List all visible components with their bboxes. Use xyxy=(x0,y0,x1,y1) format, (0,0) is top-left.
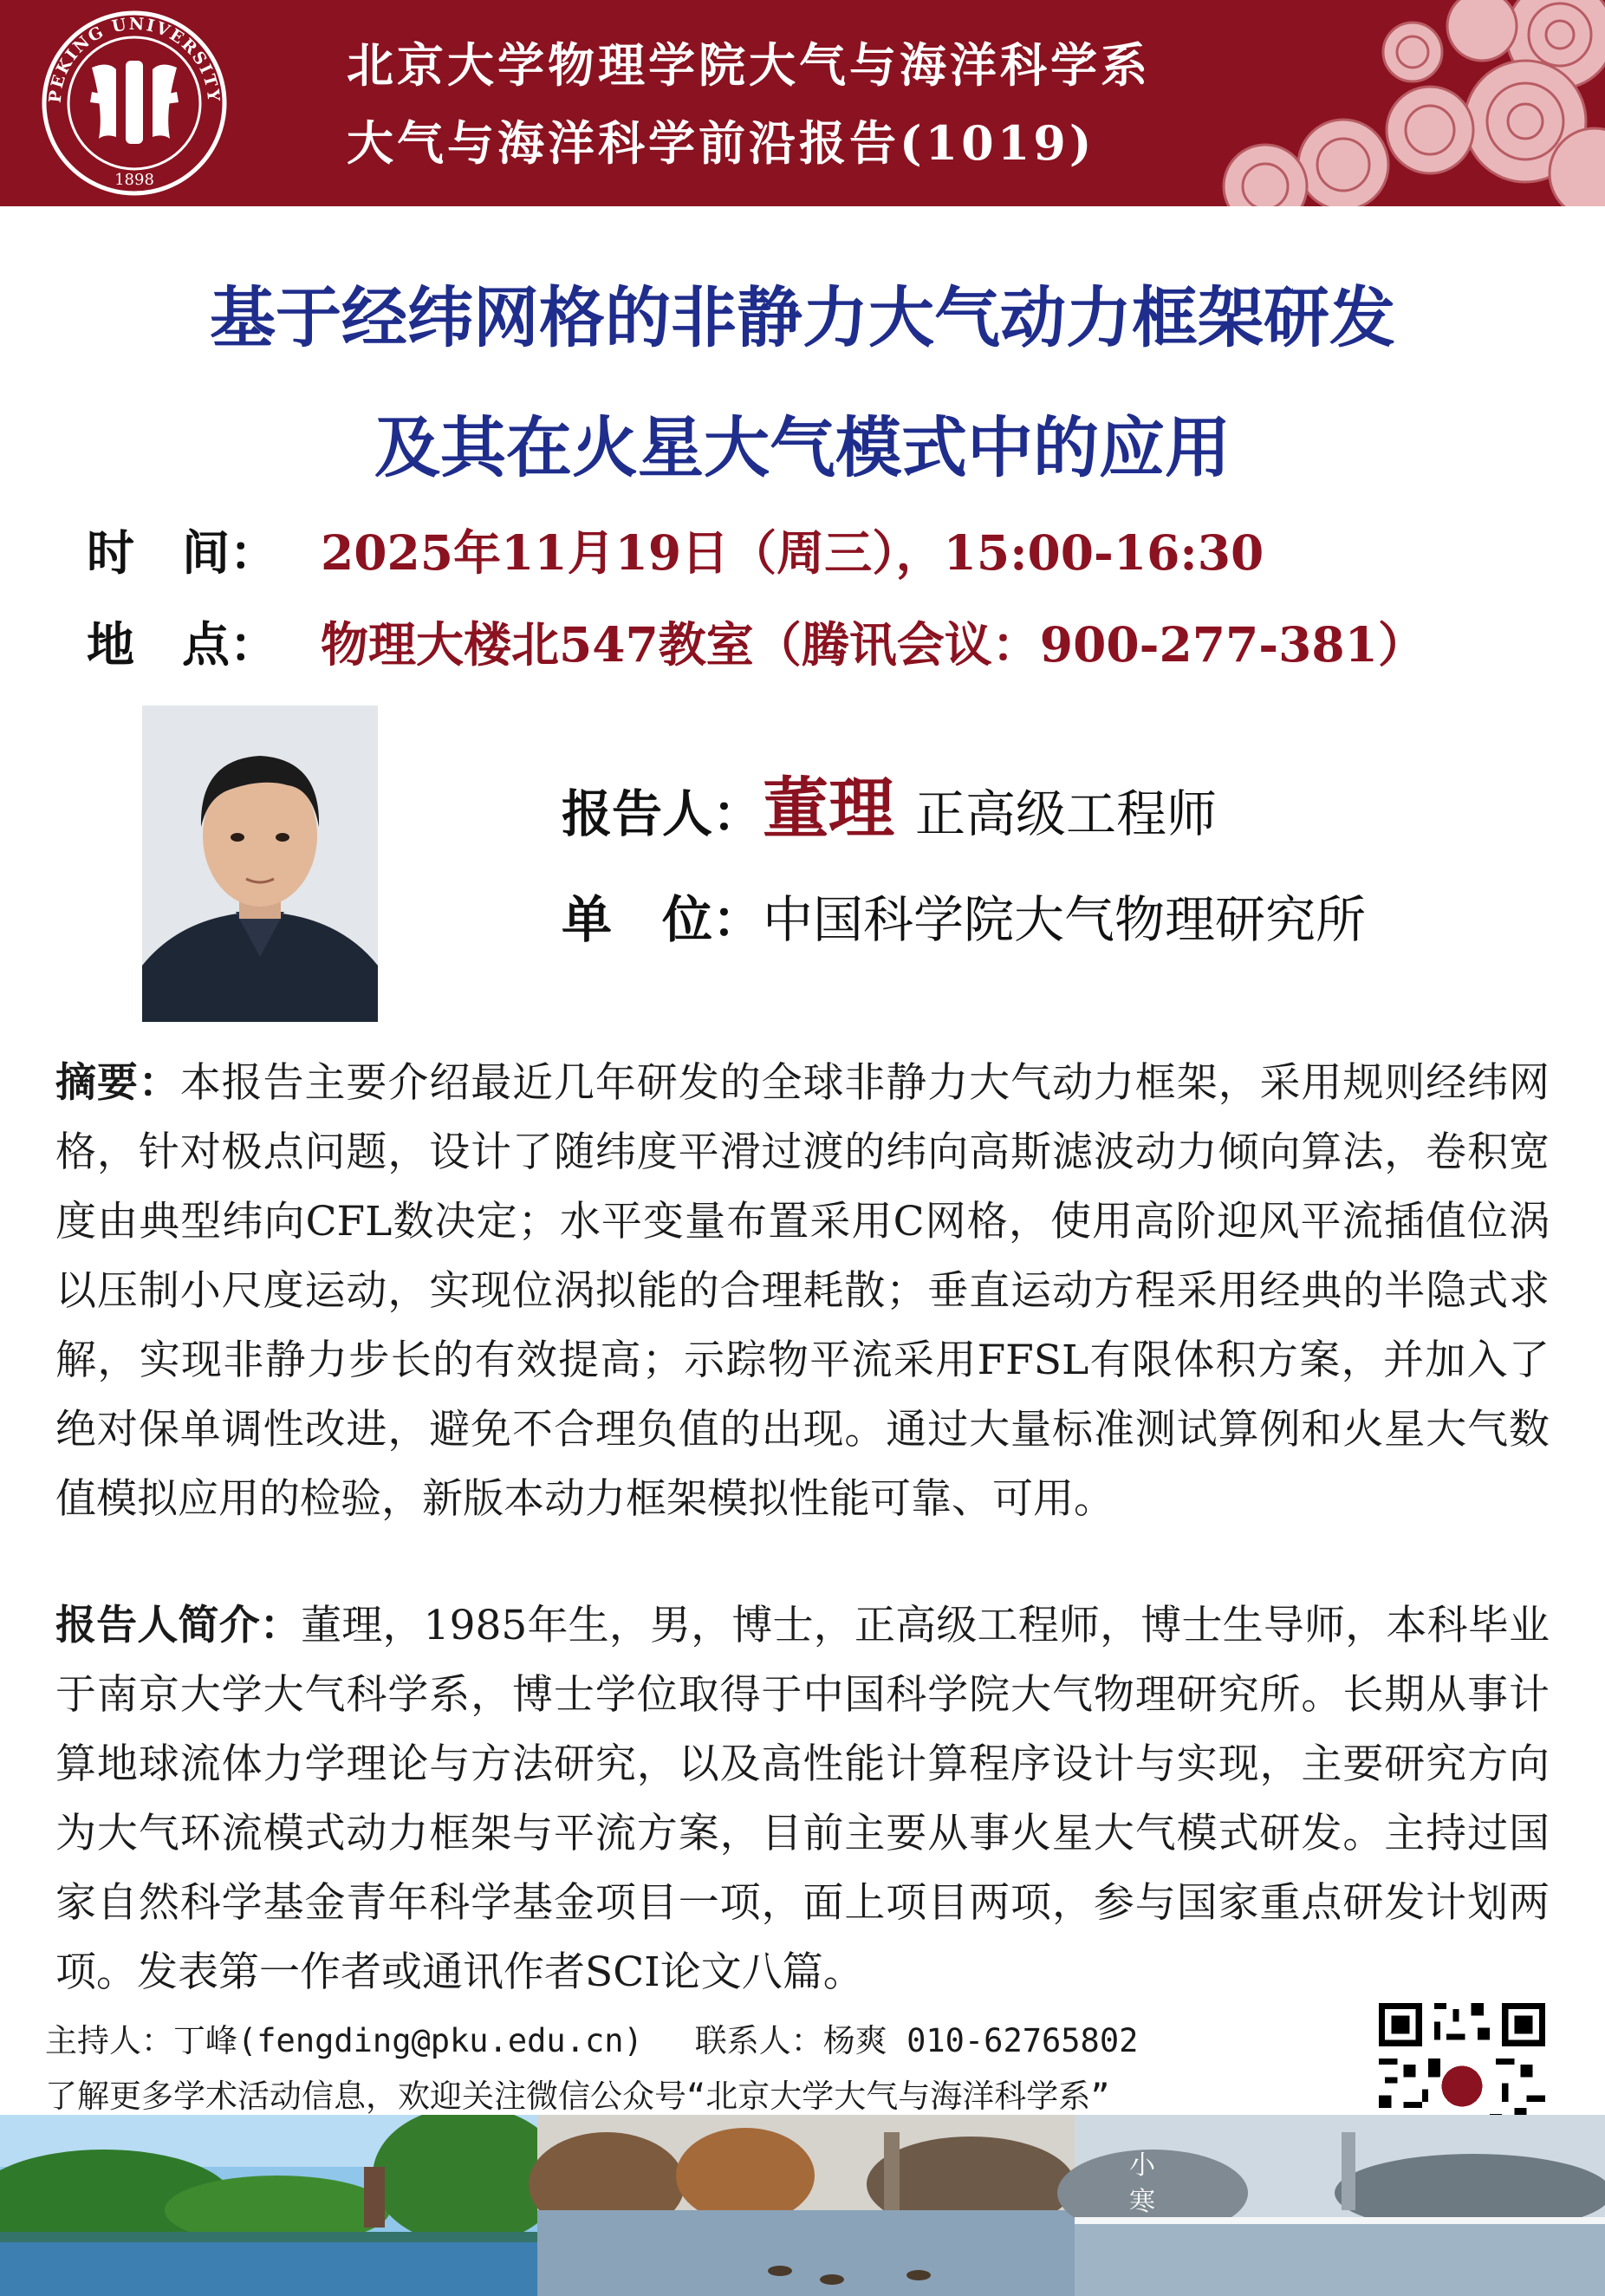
header-banner xyxy=(0,0,1605,206)
abstract-section xyxy=(55,1049,1550,1534)
campus-photo-strip xyxy=(0,2115,1605,2296)
department-name: 北京大学物理学院大气与海洋科学系 xyxy=(347,37,1151,93)
wechat-note: 了解更多学术活动信息，欢迎关注微信公众号“北京大学大气与海洋科学系” xyxy=(45,2078,1110,2115)
speaker-unit: 中国科学院大气物理研究所 xyxy=(763,890,1367,949)
season-label: 小寒 xyxy=(1129,2150,1155,2217)
time-label: 时 间： xyxy=(87,524,278,581)
place-value: 物理大楼北547教室（腾讯会议：900-277-381） xyxy=(321,616,1426,673)
unit-row xyxy=(562,881,1366,959)
speaker-photo xyxy=(142,706,378,1022)
summer-lake-photo-icon xyxy=(0,2115,563,2296)
bio-label: 报告人简介： xyxy=(55,1602,302,1649)
seminar-series: 大气与海洋科学前沿报告(1019) xyxy=(347,115,1095,171)
place-label: 地 点： xyxy=(87,616,278,673)
speaker-portrait-icon xyxy=(142,706,378,1022)
footer-contacts xyxy=(45,2020,1138,2063)
talk-title xyxy=(0,253,1605,513)
bio-text: 董理，1985年生，男，博士，正高级工程师，博士生导师，本科毕业于南京大学大气科学系，博士学位取得于中国科学院大气物理研究所。长期从事计算地球流体力学理论与方法研究，以及高性能计算程序设计与实现，主要研究方向为大气环流模式动力框架与平流方案，目前主要从事火星大气模式研发。主持过国家自然科学基金青年科学基金项目一项，面上项目两项，参与国家重点研发计划两项。发表第一作者或通讯作者SCI论文八篇。 xyxy=(55,1602,1550,1996)
time-row xyxy=(87,518,1264,588)
speaker-row xyxy=(562,770,1217,853)
seal-ring-text: PEKING UNIVERSITY xyxy=(45,14,224,104)
auspicious-clouds-icon xyxy=(1196,0,1605,206)
abstract-text: 本报告主要介绍最近几年研发的全球非静力大气动力框架，采用规则经纬网格，针对极点问题，设计了随纬度平滑过渡的纬向高斯滤波动力倾向算法，卷积宽度由典型纬向CFL数决定；水平变量布置采用C网格，使用高阶迎风平流插值位涡以压制小尺度运动，实现位涡拟能的合理耗散；垂直运动方程采用经典的半隐式求解，实现非静力步长的有效提高；示踪物平流采用FFSL有限体积方案，并加入了绝对保单调性改进，避免不合理负值的出现。通过大量标准测试算例和火星大气数值模拟应用的检验，新版本动力框架模拟性能可靠、可用。 xyxy=(55,1059,1550,1523)
contact-info: 联系人：杨爽 010-62765802 xyxy=(694,2022,1139,2059)
speaker-name: 董理 xyxy=(763,770,895,847)
abstract-label: 摘要： xyxy=(55,1059,180,1107)
speaker-title: 正高级工程师 xyxy=(915,784,1218,843)
header-text xyxy=(347,26,1300,182)
bio-section xyxy=(55,1591,1550,2007)
seal-year: 1898 xyxy=(114,171,154,189)
talk-title-line2: 及其在火星大气模式中的应用 xyxy=(374,409,1231,486)
place-row xyxy=(87,610,1426,680)
host-info: 主持人：丁峰(fengding@pku.edu.cn) xyxy=(45,2022,643,2059)
peking-university-seal-icon xyxy=(38,7,231,199)
talk-title-line1: 基于经纬网格的非静力大气动力框架研发 xyxy=(210,279,1395,356)
speaker-label: 报告人： xyxy=(562,784,764,843)
autumn-lake-photo-icon xyxy=(529,2115,1075,2296)
time-value: 2025年11月19日（周三），15:00-16:30 xyxy=(321,524,1264,581)
unit-label: 单 位： xyxy=(562,890,764,949)
